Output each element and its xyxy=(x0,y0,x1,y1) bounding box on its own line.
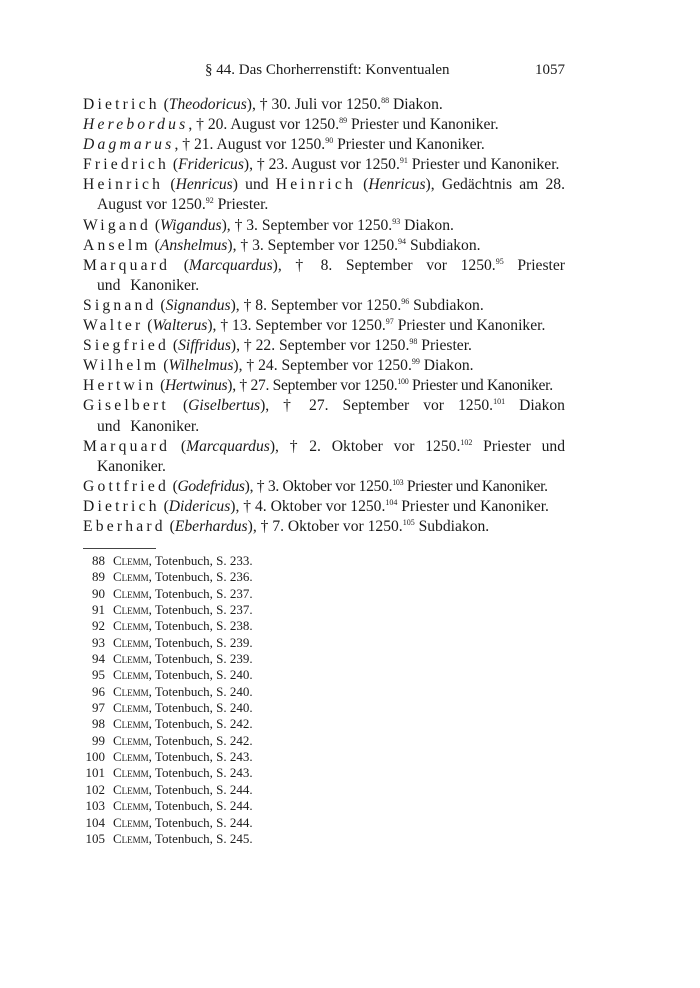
entry-latin-name: Eberhardus xyxy=(174,517,248,535)
footnote-number: 105 xyxy=(85,830,105,846)
entry: Friedrich (Fridericus), † 23. August vor 1250.91 Priester und Kanoniker. xyxy=(83,156,560,174)
footnote-ref[interactable]: 105 xyxy=(402,517,415,527)
entry-text: , † 8. September vor 1250. xyxy=(235,296,402,314)
entry-latin-name: Wigandus xyxy=(160,216,222,234)
entry-latin-name: Giselbertus xyxy=(188,397,261,415)
entry-text: , † 8. September vor 1250. xyxy=(277,256,496,274)
footnote-number: 88 xyxy=(92,553,105,568)
entry-name: Wigand xyxy=(83,216,151,234)
footnote-number: 102 xyxy=(85,781,105,797)
footnote-citation: , Totenbuch, S. 236. xyxy=(148,569,253,585)
footnote-ref[interactable]: 102 xyxy=(460,437,473,447)
footnote-author: Clemm xyxy=(113,749,149,765)
footnote-author: Clemm xyxy=(113,618,149,634)
entry-name: Friedrich xyxy=(83,156,169,174)
footnote-citation: , Totenbuch, S. 238. xyxy=(148,618,253,634)
footnote xyxy=(83,831,253,847)
footnote xyxy=(83,553,253,569)
footnote-number: 100 xyxy=(85,749,105,765)
entry-rank: Subdiakon. xyxy=(414,517,490,535)
footnote xyxy=(83,716,253,732)
entry-rank: Diakon und Kanoniker. xyxy=(97,397,565,435)
entry: Wilhelm (Wilhelmus), † 24. September vor 1250.99 Diakon. xyxy=(83,357,474,375)
footnote-citation: , Totenbuch, S. 243. xyxy=(148,749,253,765)
entry-latin-name: Godefridus xyxy=(177,477,245,495)
entry-text: , † 4. Oktober vor 1250. xyxy=(235,497,386,515)
footnote-ref[interactable]: 96 xyxy=(401,296,410,306)
footnote xyxy=(83,749,253,765)
entry-latin-name: Marcquardus xyxy=(188,256,273,274)
entry-latin-name: Marcquardus xyxy=(186,437,270,455)
footnote-author: Clemm xyxy=(113,585,149,601)
footnote-ref[interactable]: 104 xyxy=(385,497,398,507)
footnote-author: Clemm xyxy=(113,553,149,568)
entry-latin-name: Didericus xyxy=(168,497,231,515)
page-number: 1057 xyxy=(535,62,565,78)
entry-rank: Priester und Kanoniker. xyxy=(407,156,560,174)
entry: Heinrich (Henricus) und Heinrich (Henricus), Gedächtnis am 28. August vor 1250.92 Priester. xyxy=(83,176,566,214)
entry-rank: Priester und Kanoniker. xyxy=(333,136,485,154)
running-header xyxy=(83,62,565,82)
footnote-ref[interactable]: 95 xyxy=(495,256,504,266)
entry-rank: Priester und Kanoniker. xyxy=(347,116,499,134)
footnote-number: 89 xyxy=(92,569,105,585)
footnote-citation: , Totenbuch, S. 244. xyxy=(148,781,253,797)
footnote-number: 94 xyxy=(92,651,105,667)
entry-name: Wilhelm xyxy=(83,357,160,375)
entry-name: Heinrich xyxy=(83,176,164,194)
footnote-ref[interactable]: 88 xyxy=(381,96,390,105)
footnote-author: Clemm xyxy=(113,798,149,814)
footnote-author: Clemm xyxy=(113,716,149,732)
entry-name: Herebordus xyxy=(83,116,189,134)
entry-name: Dietrich xyxy=(83,497,160,515)
footnote-author: Clemm xyxy=(113,569,149,585)
entry-latin-name: Fridericus xyxy=(178,156,244,174)
entry: Marquard (Marcquardus), † 2. Oktober vor 1250.$^{102}$ Priester und Kanoniker. xyxy=(83,437,565,475)
entry-latin-name: Anshelmus xyxy=(159,236,228,254)
entry: Marquard (Marcquardus), † 8. September vor 1250.95 Priester und Kanoniker. xyxy=(83,256,565,294)
entry-latin-name: Hertwinus xyxy=(165,377,228,395)
footnote-number: 98 xyxy=(92,716,105,732)
footnote xyxy=(83,586,253,602)
entry-latin-name: Walterus xyxy=(152,317,208,335)
entry-text: , † 3. September vor 1250. xyxy=(232,236,399,254)
footnote-number: 104 xyxy=(85,814,105,830)
footnote-citation: , Totenbuch, S. 245. xyxy=(148,830,253,846)
entry-latin-name-2: Henricus xyxy=(368,176,426,194)
footnote xyxy=(83,782,253,798)
footnote-ref[interactable]: 99 xyxy=(411,357,420,367)
footnote-ref[interactable]: 98 xyxy=(409,337,418,347)
footnote xyxy=(83,602,253,618)
entry-name: Anselm xyxy=(83,236,151,254)
footnote-ref[interactable]: 91 xyxy=(399,156,408,166)
running-title: § 44. Das Chorherrenstift: Konventualen xyxy=(205,62,450,78)
entry-latin-name: Wilhelmus xyxy=(168,357,234,375)
footnote-citation: , Totenbuch, S. 237. xyxy=(148,602,253,618)
footnote-ref[interactable]: 90 xyxy=(325,136,334,146)
footnote-ref[interactable]: 94 xyxy=(398,236,407,246)
entry-rank: Priester und Kanoniker. xyxy=(97,437,565,475)
entry-conjunction: und xyxy=(237,176,276,194)
footnote-ref[interactable]: 97 xyxy=(385,317,394,327)
footnote-citation: , Totenbuch, S. 240. xyxy=(148,700,253,716)
footnote-author: Clemm xyxy=(113,830,149,846)
entry: Hertwin (Hertwinus), † 27. September vor 1250.$^{100}$ Priester und Kanoniker. xyxy=(83,377,553,395)
entry-rank: Priester und Kanoniker. xyxy=(97,256,565,294)
footnote-number: 96 xyxy=(92,683,105,699)
entry-rank: Subdiakon. xyxy=(406,236,481,254)
entry: Eberhard (Eberhardus), † 7. Oktober vor 1250.$^{105}$ Subdiakon. xyxy=(83,517,490,535)
entry-text: , † 27. September vor 1250. xyxy=(265,397,494,415)
footnote-number: 95 xyxy=(92,667,105,683)
entry xyxy=(83,135,565,155)
entry-text: , † 24. September vor 1250. xyxy=(238,357,412,375)
footnote-number: 93 xyxy=(92,634,105,650)
footnote-citation: , Totenbuch, S. 239. xyxy=(148,651,253,667)
entry-text: , † 27. September vor 1250. xyxy=(232,377,398,395)
entry-name: Giselbert xyxy=(83,397,169,415)
footnote-citation: , Totenbuch, S. 237. xyxy=(148,585,253,601)
footnote-citation: , Totenbuch, S. 240. xyxy=(148,667,253,683)
entry-name: Dietrich xyxy=(83,96,160,113)
footnote-author: Clemm xyxy=(113,814,149,830)
footnote xyxy=(83,798,253,814)
footnote-ref[interactable]: 103 xyxy=(392,477,404,487)
footnote xyxy=(83,635,253,651)
footnote-citation: , Totenbuch, S. 233. xyxy=(148,553,253,568)
footnote xyxy=(83,684,253,700)
entry-name: Eberhard xyxy=(83,517,166,535)
entry-latin-name: Theodoricus xyxy=(168,96,247,113)
entry-text: , † 30. Juli vor 1250. xyxy=(251,96,382,113)
entry-rank: Diakon. xyxy=(400,216,454,234)
footnote-number: 92 xyxy=(92,618,105,634)
entry-text: , † 3. September vor 1250. xyxy=(226,216,393,234)
entry-name: Signand xyxy=(83,296,157,314)
footnote-ref[interactable]: 92 xyxy=(205,196,214,206)
entry-text: , † 7. Oktober vor 1250. xyxy=(252,517,403,535)
footnote-citation: , Totenbuch, S. 240. xyxy=(148,683,253,699)
entry-latin-name: Henricus xyxy=(175,176,233,194)
footnote-author: Clemm xyxy=(113,602,149,618)
entry-text: , † 20. August vor 1250. xyxy=(188,116,340,134)
footnote xyxy=(83,700,253,716)
footnote-author: Clemm xyxy=(113,634,149,650)
footnote-number: 103 xyxy=(85,798,105,814)
footnote-number: 91 xyxy=(92,602,105,618)
entry-rank: Priester und Kanoniker. xyxy=(408,377,553,395)
footnote-citation: , Totenbuch, S. 242. xyxy=(148,716,253,732)
entry-latin-name: Signandus xyxy=(165,296,231,314)
entry-rank: Diakon. xyxy=(419,357,474,375)
entry: Wigand (Wigandus), † 3. September vor 1250.93 Diakon. xyxy=(83,216,454,234)
entry: Dietrich (Didericus), † 4. Oktober vor 1250.$^{104}$ Priester und Kanoniker. xyxy=(83,497,549,515)
entry: Signand (Signandus), † 8. September vor 1250.96 Subdiakon. xyxy=(83,296,484,314)
entry-name: Marquard xyxy=(83,437,171,455)
footnote-number: 99 xyxy=(92,732,105,748)
entry-name: Marquard xyxy=(83,256,171,274)
entry-text: , † 3. Oktober vor 1250. xyxy=(249,477,393,495)
entry: Giselbert (Giselbertus), † 27. September vor 1250.$^{101}$ Diakon und Kanoniker. xyxy=(83,397,565,435)
footnote-author: Clemm xyxy=(113,667,149,683)
entry: Gottfried (Godefridus), † 3. Oktober vor 1250.$^{103}$ Priester und Kanoniker. xyxy=(83,477,548,495)
footnote xyxy=(83,667,253,683)
entry-rank: Priester. xyxy=(417,337,472,355)
footnote-author: Clemm xyxy=(113,781,149,797)
entry-text: , † 23. August vor 1250. xyxy=(249,156,400,174)
entry: Siegfried (Siffridus), † 22. September vor 1250.98 Priester. xyxy=(83,337,472,355)
footnote-citation: , Totenbuch, S. 244. xyxy=(148,798,253,814)
entry-text: , † 13. September vor 1250. xyxy=(212,317,386,335)
footnote-number: 90 xyxy=(92,585,105,601)
entry xyxy=(83,115,565,135)
footnote-citation: , Totenbuch, S. 244. xyxy=(148,814,253,830)
footnote-author: Clemm xyxy=(113,651,149,667)
entry-rank: Diakon. xyxy=(389,96,443,113)
footnote xyxy=(83,651,253,667)
entry-latin-name: Siffridus xyxy=(178,337,231,355)
footnote xyxy=(83,733,253,749)
entry-name-2: Heinrich xyxy=(275,176,356,194)
entry-rank: Subdiakon. xyxy=(409,296,484,314)
footnote-number: 101 xyxy=(85,765,105,781)
entry-rank: Priester. xyxy=(213,196,269,214)
entry-rank: Priester und Kanoniker. xyxy=(397,497,549,515)
footnote-citation: , Totenbuch, S. 243. xyxy=(148,765,253,781)
footnote-author: Clemm xyxy=(113,700,149,716)
footnote-ref[interactable]: 100 xyxy=(397,377,409,387)
footnote-ref[interactable]: 101 xyxy=(493,397,506,407)
entry-text: , † 21. August vor 1250. xyxy=(174,136,326,154)
footnote-ref[interactable]: 93 xyxy=(392,216,401,226)
footnote-ref[interactable]: 89 xyxy=(339,116,348,126)
footnote-citation: , Totenbuch, S. 239. xyxy=(148,634,253,650)
footnote-separator xyxy=(83,548,156,549)
entry: Walter (Walterus), † 13. September vor 1250.97 Priester und Kanoniker. xyxy=(83,317,546,335)
main-text xyxy=(83,95,565,537)
entry-name: Dagmarus xyxy=(83,136,175,154)
footnote-author: Clemm xyxy=(113,765,149,781)
entry-name: Siegfried xyxy=(83,337,169,355)
footnote-author: Clemm xyxy=(113,732,149,748)
entry-name: Gottfried xyxy=(83,477,169,495)
entry: Anselm (Anshelmus), † 3. September vor 1250.94 Subdiakon. xyxy=(83,236,481,254)
footnote xyxy=(83,815,253,831)
footnote xyxy=(83,618,253,634)
footnote-author: Clemm xyxy=(113,683,149,699)
footnote-number: 97 xyxy=(92,700,105,716)
entry-rank: Priester und Kanoniker. xyxy=(403,477,548,495)
entry-text: , † 2. Oktober vor 1250. xyxy=(275,437,461,455)
footnotes xyxy=(83,553,253,847)
entry-name: Hertwin xyxy=(83,377,157,395)
entry-name: Walter xyxy=(83,317,144,335)
entry: Dietrich (Theodoricus), † 30. Juli vor 1250.88 Diakon. xyxy=(83,96,443,113)
entry-rank: Priester und Kanoniker. xyxy=(393,317,546,335)
entry-text: , Gedächtnis am 28. August vor 1250. xyxy=(97,176,566,214)
footnote-citation: , Totenbuch, S. 242. xyxy=(148,732,253,748)
footnote xyxy=(83,765,253,781)
entry-text: , † 22. September vor 1250. xyxy=(236,337,410,355)
footnote xyxy=(83,569,253,585)
